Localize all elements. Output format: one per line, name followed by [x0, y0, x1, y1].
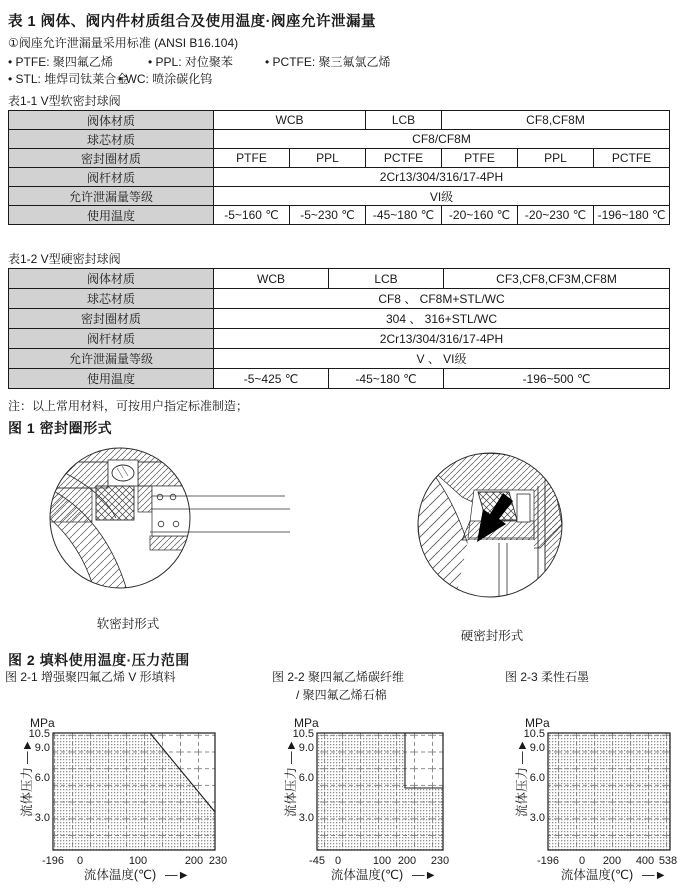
abbrev-ptfe: • PTFE: 聚四氟乙烯 — [8, 55, 113, 69]
y-tick-label: 3.0 — [34, 812, 50, 824]
x-axis-arrow: —► — [165, 868, 190, 882]
row-label: 球芯材质 — [9, 130, 214, 149]
table-cell: PTFE — [442, 149, 518, 168]
table-row — [9, 349, 670, 369]
table-soft-seal — [8, 110, 670, 225]
table-row — [9, 269, 670, 289]
y-tick-label: 6.0 — [529, 772, 545, 784]
y-axis-arrow: —► — [284, 739, 298, 764]
x-tick-label: 200 — [602, 855, 622, 867]
row-label: 使用温度 — [9, 369, 214, 389]
x-tick-label: -196 — [41, 855, 65, 867]
table-cell: WCB — [214, 269, 329, 289]
y-tick-label: 3.0 — [529, 812, 545, 824]
leakage-standard-note: ①阀座允许泄漏量采用标准 (ANSI B16.104) — [8, 36, 239, 50]
x-tick-label: -196 — [536, 855, 560, 867]
table-row — [9, 369, 670, 389]
table-row — [9, 329, 670, 349]
x-axis-arrow: —► — [412, 868, 437, 882]
x-tick-label: 0 — [578, 855, 586, 867]
chart1-subtitle: 图 2-1 增强聚四氟乙烯 V 形填料 — [5, 670, 176, 684]
y-tick-label: 6.0 — [34, 772, 50, 784]
x-tick-label: 200 — [184, 855, 204, 867]
y-axis-label: 流体压力 — [515, 766, 529, 818]
table-cell: -196~180 ℃ — [594, 206, 670, 225]
seal-form-drawings — [0, 436, 680, 641]
soft-seal-ring — [96, 486, 134, 520]
y-axis-label: 流体压力 — [284, 766, 298, 818]
x-tick-label: 0 — [76, 855, 84, 867]
pressure-temperature-charts — [0, 700, 680, 888]
chart-2-3 — [514, 716, 677, 882]
y-tick-label: 9.0 — [529, 742, 545, 754]
page-title: 表 1 阀体、阀内件材质组合及使用温度·阀座允许泄漏量 — [8, 14, 376, 30]
table-row — [9, 130, 670, 149]
abbrev-pctfe: • PCTFE: 聚三氟氯乙烯 — [265, 55, 391, 69]
chart2-subtitle-line2: / 聚四氟乙烯石棉 — [296, 688, 387, 702]
table-cell: PCTFE — [594, 149, 670, 168]
table-row — [9, 289, 670, 309]
figure2-title: 图 2 填料使用温度·压力范围 — [8, 652, 190, 668]
y-unit-label: MPa — [294, 716, 319, 730]
table-cell: CF3,CF8,CF3M,CF8M — [444, 269, 670, 289]
row-label: 阀体材质 — [9, 269, 214, 289]
hard-seal-drawing — [417, 450, 565, 602]
table-cell: 2Cr13/304/316/17-4PH — [214, 168, 670, 187]
table-cell: V 、 VI级 — [214, 349, 670, 369]
table2-caption: 表1-2 V型硬密封球阀 — [8, 252, 121, 266]
table-cell: -5~230 ℃ — [290, 206, 366, 225]
table-cell: PCTFE — [366, 149, 442, 168]
chart2-subtitle-line1: 图 2-2 聚四氟乙烯碳纤维 — [272, 670, 405, 684]
table-row — [9, 168, 670, 187]
y-tick-label: 10.5 — [28, 728, 50, 740]
table-cell: VI级 — [214, 187, 670, 206]
table-cell: WCB — [214, 111, 366, 130]
table-row — [9, 187, 670, 206]
y-tick-label: 10.5 — [523, 728, 545, 740]
x-tick-label: 0 — [334, 855, 342, 867]
x-tick-label: -45 — [309, 855, 325, 867]
y-tick-label: 9.0 — [298, 742, 314, 754]
table-cell: CF8 、 CF8M+STL/WC — [214, 289, 670, 309]
y-tick-label: 3.0 — [298, 812, 314, 824]
row-label: 使用温度 — [9, 206, 214, 225]
table-cell: 2Cr13/304/316/17-4PH — [214, 329, 670, 349]
x-tick-label: 400 — [635, 855, 655, 867]
row-label: 允许泄漏量等级 — [9, 349, 214, 369]
materials-footnote: 注：以上常用材料，可按用户指定标准制造； — [8, 399, 249, 413]
table-row — [9, 206, 670, 225]
x-axis-label: 流体温度(℃) — [83, 868, 157, 882]
chart3-subtitle: 图 2-3 柔性石墨 — [505, 670, 590, 684]
y-unit-label: MPa — [525, 716, 550, 730]
row-label: 阀体材质 — [9, 111, 214, 130]
abbrev-ppl: • PPL: 对位聚苯 — [148, 55, 233, 69]
table-cell: PPL — [518, 149, 594, 168]
row-label: 密封圈材质 — [9, 309, 214, 329]
x-axis-arrow: —► — [642, 868, 667, 882]
table-cell: -45~180 ℃ — [366, 206, 442, 225]
x-tick-label: 100 — [128, 855, 148, 867]
x-axis-label: 流体温度(℃) — [330, 868, 404, 882]
table-cell: LCB — [329, 269, 444, 289]
table-row — [9, 149, 670, 168]
x-tick-label: 200 — [397, 855, 417, 867]
x-tick-label: 100 — [372, 855, 392, 867]
soft-seal-caption: 软密封形式 — [96, 617, 160, 631]
table-cell: -196~500 ℃ — [444, 369, 670, 389]
row-label: 阀杆材质 — [9, 168, 214, 187]
table-cell: -5~160 ℃ — [214, 206, 290, 225]
table1-caption: 表1-1 V型软密封球阀 — [8, 94, 121, 108]
x-tick-label: 230 — [208, 855, 228, 867]
table-row — [9, 111, 670, 130]
y-axis-arrow: —► — [20, 739, 34, 764]
table-cell: -20~160 ℃ — [442, 206, 518, 225]
y-tick-label: 6.0 — [298, 772, 314, 784]
table-cell: CF8,CF8M — [442, 111, 670, 130]
hard-seal-caption: 硬密封形式 — [460, 629, 524, 643]
row-label: 密封圈材质 — [9, 149, 214, 168]
table-cell: LCB — [366, 111, 442, 130]
abbrev-wc: • WC: 喷涂碳化钨 — [118, 72, 213, 86]
row-label: 允许泄漏量等级 — [9, 187, 214, 206]
table-hard-seal — [8, 268, 670, 389]
x-tick-label: 230 — [430, 855, 450, 867]
y-axis-label: 流体压力 — [20, 766, 34, 818]
table-cell: -45~180 ℃ — [329, 369, 444, 389]
soft-seal-drawing — [46, 446, 290, 602]
table-row — [9, 309, 670, 329]
figure1-title: 图 1 密封圈形式 — [8, 420, 113, 436]
y-unit-label: MPa — [30, 716, 55, 730]
x-axis-label: 流体温度(℃) — [560, 868, 634, 882]
y-tick-label: 9.0 — [34, 742, 50, 754]
y-axis-arrow: —► — [515, 739, 529, 764]
table-cell: -20~230 ℃ — [518, 206, 594, 225]
table-cell: CF8/CF8M — [214, 130, 670, 149]
abbrev-stl: • STL: 堆焊司钛莱合金 — [8, 72, 129, 86]
y-tick-label: 10.5 — [292, 728, 314, 740]
x-tick-label: 538 — [658, 855, 678, 867]
chart-2-1 — [19, 716, 227, 882]
table-cell: PPL — [290, 149, 366, 168]
table-cell: 304 、 316+STL/WC — [214, 309, 670, 329]
chart-2-2 — [283, 716, 449, 882]
table-cell: PTFE — [214, 149, 290, 168]
row-label: 球芯材质 — [9, 289, 214, 309]
table-cell: -5~425 ℃ — [214, 369, 329, 389]
row-label: 阀杆材质 — [9, 329, 214, 349]
